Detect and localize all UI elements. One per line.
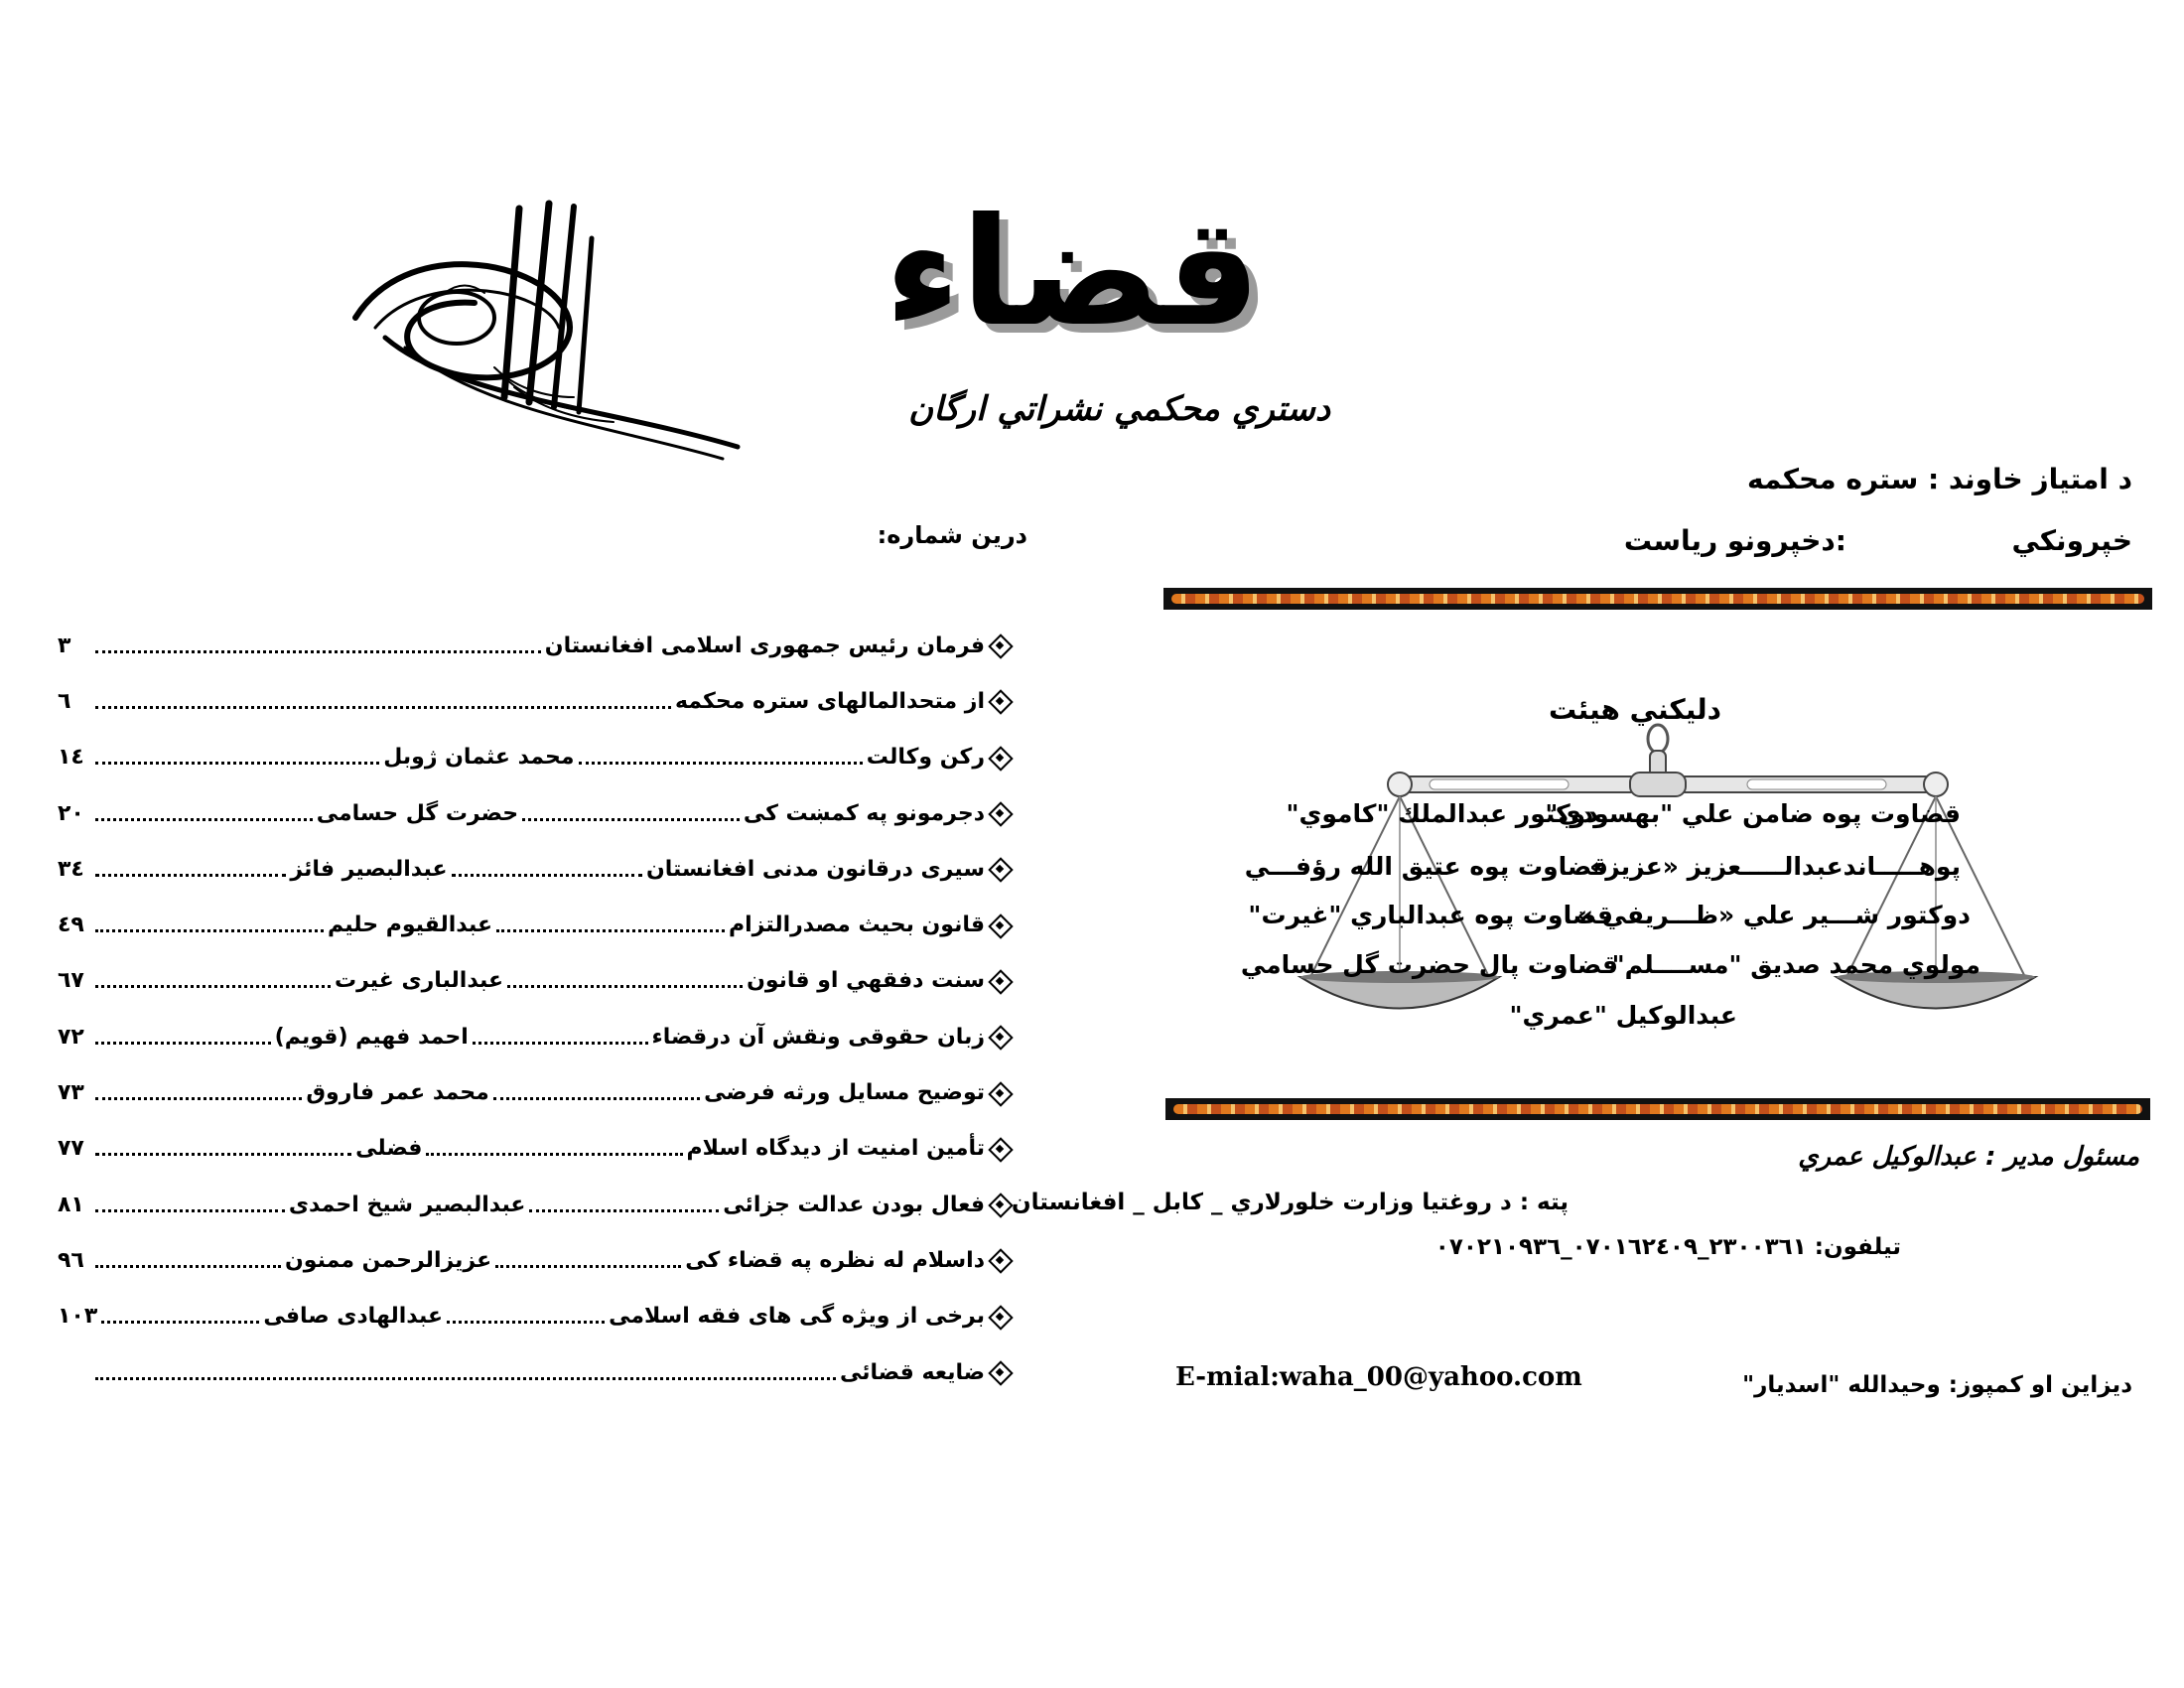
board-member: قضاوت پال حضرت گل حسامي xyxy=(1240,950,1618,979)
diamond-bullet-icon xyxy=(989,1194,1011,1215)
dot-leader xyxy=(95,1377,836,1380)
masthead-title: قضاء xyxy=(884,187,1261,359)
dot-leader xyxy=(95,1209,285,1212)
dot-leader xyxy=(95,706,671,709)
toc-entry-page: ٦ xyxy=(58,688,71,714)
board-member: قضاوت پوه عتيق الله رؤفـــي xyxy=(1244,852,1608,881)
toc-entry-page: ٢٠ xyxy=(58,800,84,826)
toc-entry-author: احمد فهيم (قويم) xyxy=(274,1024,469,1050)
toc-entry-page: ٧٣ xyxy=(57,1080,84,1106)
toc-entry-author: محمد عثمان ژوبل xyxy=(383,745,575,771)
toc-entry-page: ٧٢ xyxy=(57,1024,84,1050)
dot-leader xyxy=(95,1265,281,1268)
toc-entry-author: عبدالبصير فائز xyxy=(290,856,448,882)
toc-heading: درين شماره: xyxy=(877,521,1027,549)
dot-leader xyxy=(95,874,286,877)
toc-entry-title: دجرمونو په كمښت كی xyxy=(743,800,985,826)
toc-entry-author: عبدالقيوم حليم xyxy=(328,913,492,938)
toc-entry-title: سنت دفقهي او قانون xyxy=(747,968,985,994)
toc-entry-title: تأمين امنيت از ديدگاه اسلام xyxy=(686,1136,985,1162)
toc-entry xyxy=(58,1289,1011,1344)
dot-leader xyxy=(101,1321,259,1324)
toc-entry-page: ٧٧ xyxy=(58,1136,84,1162)
toc-entry-author: عزيزالرحمن ممنون xyxy=(285,1247,492,1273)
dot-leader xyxy=(495,1265,681,1268)
dot-leader xyxy=(95,650,541,653)
toc-entry-page: ٣٤ xyxy=(57,856,84,882)
board-member: دوكتور شـــير علي «ظـــريفي » xyxy=(1576,901,1971,929)
board-member: پوهـــــاندعبدالـــــعزيز «عزيز» xyxy=(1589,852,1961,881)
toc-entry-author: عبدالهادی صافی xyxy=(263,1304,443,1330)
diamond-bullet-icon xyxy=(989,1026,1011,1048)
diamond-bullet-icon xyxy=(989,802,1011,824)
subtitle: دستري محكمي نشراتي ارگان xyxy=(908,389,1330,429)
toc-entry xyxy=(58,785,1011,841)
toc-entry-author: حضرت گل حسامی xyxy=(316,800,519,826)
ornamental-divider-top xyxy=(1163,588,2152,610)
dot-leader xyxy=(579,762,863,765)
dot-leader xyxy=(473,1042,648,1045)
toc-entry-title: فرمان رئيس جمهوری اسلامی افغانستان xyxy=(544,633,985,658)
toc-entry-title: از متحدالمالهای ستره محكمه xyxy=(674,688,985,714)
dot-leader xyxy=(493,1097,700,1100)
diamond-bullet-icon xyxy=(989,747,1011,769)
diamond-bullet-icon xyxy=(989,914,1011,936)
toc-entry xyxy=(58,1121,1011,1177)
publisher-value: :دخپرونو رياست xyxy=(1623,524,1846,557)
board-member: مولوي محمد صديق "مســــلم" xyxy=(1611,950,1980,979)
toc-entry-title: فعال بودن عدالت جزائی xyxy=(723,1192,985,1217)
dot-leader xyxy=(426,1153,682,1156)
dot-leader xyxy=(95,762,379,765)
toc-entry-page: ١٠٣ xyxy=(58,1304,98,1330)
address: پته : د روغتيا وزارت خلورلاري _ كابل _ افغانستان xyxy=(1012,1190,1569,1215)
toc-entry-title: زبان حقوقی ونقش آن درقضاء xyxy=(651,1024,985,1050)
board-member: قضاوت پوه عبدالباري "غيرت" xyxy=(1248,901,1613,929)
scales-of-justice-icon xyxy=(1291,717,2045,1045)
dot-leader xyxy=(522,818,740,821)
table-of-contents xyxy=(58,618,1011,1400)
publisher-label: خپرونكي xyxy=(2011,524,2132,557)
toc-entry xyxy=(58,1232,1011,1288)
toc-entry-title: برخی از ويژه گی های فقه اسلامی xyxy=(609,1304,985,1330)
dot-leader xyxy=(95,1097,302,1100)
dot-leader xyxy=(447,1321,605,1324)
dot-leader xyxy=(529,1209,719,1212)
toc-entry-author: فضلی xyxy=(355,1136,423,1162)
toc-entry-title: قانون بحيث مصدرالتزام xyxy=(728,913,985,938)
toc-entry xyxy=(58,1344,1011,1400)
toc-entry-title: داسلام له نظره په قضاء كی xyxy=(685,1247,985,1273)
toc-entry xyxy=(58,1064,1011,1120)
design-credit: ديزاين او كمپوز: وحيدالله "اسديار" xyxy=(1742,1372,2132,1398)
phone-numbers: تيلفون: ٢٣٠٠٣٦١_٠٧٠١٦٢٤٠٩_٠٧٠٢١٠٩٣٦ xyxy=(1434,1234,1901,1260)
toc-entry-page: ٦٧ xyxy=(58,968,84,994)
diamond-bullet-icon xyxy=(989,858,1011,880)
toc-entry-page: ٨١ xyxy=(57,1192,84,1217)
ornamental-divider-bottom xyxy=(1165,1098,2150,1120)
diamond-bullet-icon xyxy=(989,634,1011,656)
dot-leader xyxy=(95,985,331,988)
toc-entry xyxy=(58,897,1011,952)
diamond-bullet-icon xyxy=(989,1361,1011,1383)
dot-leader xyxy=(95,818,313,821)
toc-entry xyxy=(58,673,1011,729)
toc-entry xyxy=(58,1177,1011,1232)
diamond-bullet-icon xyxy=(989,1306,1011,1328)
toc-entry-title: ضايعه قضائی xyxy=(839,1359,985,1385)
board-member: عبدالوكيل "عمري" xyxy=(1509,1001,1737,1030)
toc-entry xyxy=(58,841,1011,897)
dot-leader xyxy=(507,985,743,988)
dot-leader xyxy=(95,929,324,932)
toc-entry-title: سيری درقانون مدنی افغانستان xyxy=(645,856,985,882)
diamond-bullet-icon xyxy=(989,1082,1011,1104)
diamond-bullet-icon xyxy=(989,970,1011,992)
dot-leader xyxy=(95,1042,271,1045)
owner-line: د امتياز خاوند : ستره محكمه xyxy=(1747,463,2132,495)
toc-entry-author: محمد عمر فاروق xyxy=(306,1080,489,1106)
email-address: E-mial:waha_00@yahoo.com xyxy=(1175,1362,1582,1392)
diamond-bullet-icon xyxy=(989,690,1011,712)
toc-entry-page: ١٤ xyxy=(58,745,84,771)
diamond-bullet-icon xyxy=(989,1138,1011,1160)
board-member: دوكتور عبدالملك "كاموي" xyxy=(1286,799,1598,828)
toc-entry xyxy=(58,953,1011,1009)
toc-entry-page: ٤٩ xyxy=(58,913,84,938)
board-member: قضاوت پوه ضامن علي "بهسودي" xyxy=(1545,799,1961,828)
dot-leader xyxy=(95,1153,351,1156)
toc-entry xyxy=(58,618,1011,673)
dot-leader xyxy=(452,874,642,877)
basmala-calligraphy-icon xyxy=(345,199,743,469)
toc-entry-title: ركن وكالت xyxy=(866,745,985,771)
editorial-board-title: دليكني هيئت xyxy=(1549,693,1722,726)
toc-entry-author: عبدالبصير شيخ احمدی xyxy=(288,1192,526,1217)
toc-entry xyxy=(58,730,1011,785)
diamond-bullet-icon xyxy=(989,1249,1011,1271)
toc-entry-title: توضيح مسايل ورثه فرضی xyxy=(704,1080,985,1106)
toc-entry-page: ٣ xyxy=(58,633,71,658)
toc-entry-page: ٩٦ xyxy=(57,1247,84,1273)
toc-entry-author: عبدالباری غيرت xyxy=(335,968,504,994)
toc-entry xyxy=(58,1009,1011,1064)
managing-editor: مسئول مدير : عبدالوكيل عمري xyxy=(1798,1142,2139,1172)
dot-leader xyxy=(496,929,725,932)
